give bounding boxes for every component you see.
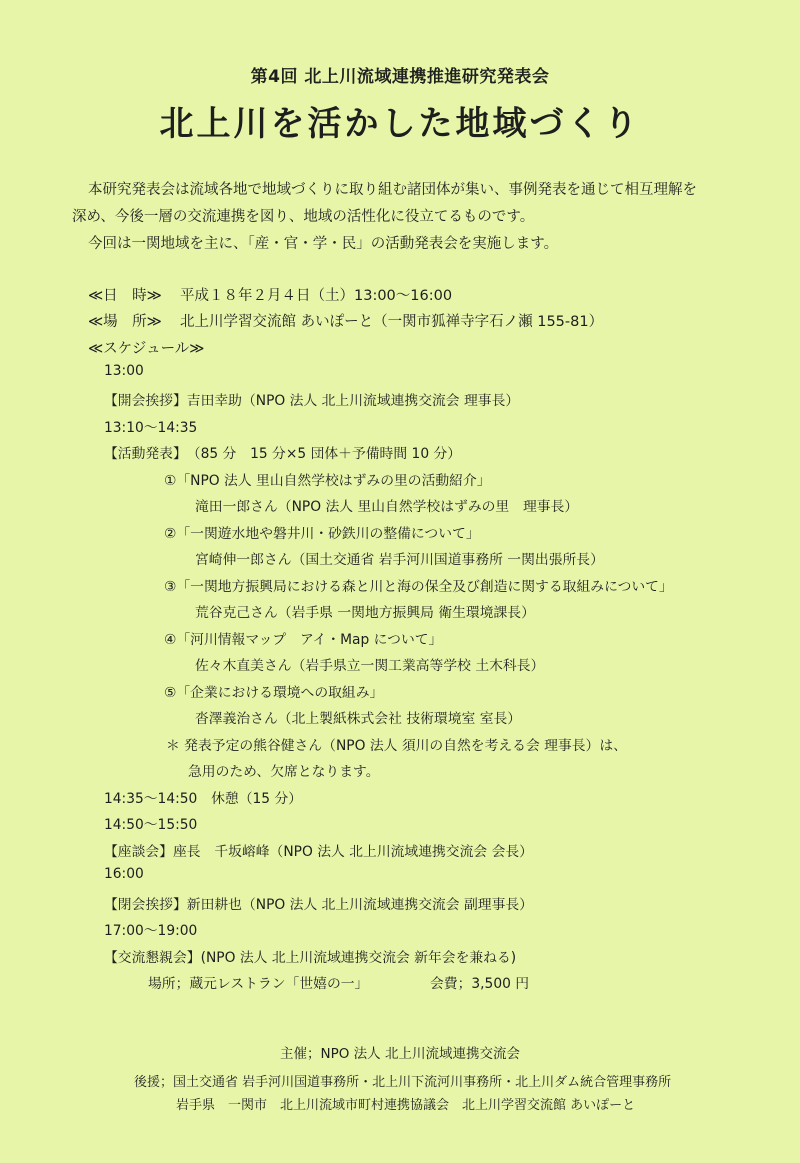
time-presentations: 13:10～14:35 xyxy=(104,420,198,436)
page-title: 北上川を活かした地域づくり xyxy=(159,104,641,144)
organizer: 主催；NPO 法人 北上川流域連携交流会 xyxy=(280,1046,520,1062)
presentation-speaker: 沓澤義治さん（北上製紙株式会社 技術環境室 室長） xyxy=(195,711,522,727)
time-panel: 14:50～15:50 xyxy=(104,817,198,833)
presentation-speaker: 宮崎伸一郎さん（国土交通省 岩手河川国道事務所 一関出張所長） xyxy=(195,552,604,568)
party-fee: 会費；3,500 円 xyxy=(430,976,530,992)
time-closing: 16:00 xyxy=(104,866,144,882)
activity-header: 【活動発表】 （85 分 15 分×5 団体＋予備時間 10 分） xyxy=(104,446,462,462)
place-label: ≪場 所≫ xyxy=(88,314,162,330)
presentation-speaker: 荒谷克己さん（岩手県 一関地方振興局 衛生環境課長） xyxy=(195,605,535,621)
presentation-title: ③「一関地方振興局における森と川と海の保全及び創造に関する取組みについて」 xyxy=(164,579,673,595)
presentation-title: ②「一関遊水地や磐井川・砂鉄川の整備について」 xyxy=(164,526,480,542)
networking-party: 【交流懇親会】(NPO 法人 北上川流域連携交流会 新年会を兼ねる) xyxy=(104,950,517,966)
absence-note-line-1: ＊ 発表予定の熊谷健さん（NPO 法人 須川の自然を考える会 理事長）は、 xyxy=(166,738,627,754)
event-subtitle: 第4回 北上川流域連携推進研究発表会 xyxy=(250,67,550,87)
break-time: 14:35～14:50 休憩（15 分） xyxy=(104,791,303,807)
opening-remarks: 【開会挨拶】吉田幸助（NPO 法人 北上川流域連携交流会 理事長） xyxy=(104,393,520,409)
place-value: 北上川学習交流館 あいぽーと（一関市狐禅寺字石ノ瀬 155-81） xyxy=(180,314,604,330)
closing-remarks: 【閉会挨拶】新田耕也（NPO 法人 北上川流域連携交流会 副理事長） xyxy=(104,897,533,913)
presentation-speaker: 佐々木直美さん（岩手県立一関工業高等学校 土木科長） xyxy=(195,658,545,674)
intro-line-1: 本研究発表会は流域各地で地域づくりに取り組む諸団体が集い、事例発表を通じて相互理解を xyxy=(88,182,697,198)
date-value: 平成１８年２月４日（土）13:00～16:00 xyxy=(180,288,453,304)
intro-line-2: 深め、今後一層の交流連携を図り、地域の活性化に役立てるものです。 xyxy=(72,209,535,225)
date-label: ≪日 時≫ xyxy=(88,288,162,304)
schedule-label: ≪スケジュール≫ xyxy=(88,341,205,357)
party-place: 場所；蔵元レストラン「世嬉の一」 xyxy=(148,976,369,992)
presentation-title: ④「河川情報マップ アイ・Map について」 xyxy=(164,632,443,648)
time-opening: 13:00 xyxy=(104,363,144,379)
presentation-title: ①「NPO 法人 里山自然学校はずみの里の活動紹介」 xyxy=(164,473,491,489)
panel-discussion: 【座談会】座長 千坂嵱峰（NPO 法人 北上川流域連携交流会 会長） xyxy=(104,844,533,860)
presentation-speaker: 滝田一郎さん（NPO 法人 里山自然学校はずみの里 理事長） xyxy=(195,499,579,515)
presentation-title: ⑤「企業における環境への取組み」 xyxy=(164,685,384,701)
supporters-line-2: 岩手県 一関市 北上川流域市町村連携協議会 北上川学習交流館 あいぽーと xyxy=(176,1098,636,1113)
intro-line-3: 今回は一関地域を主に、「産・官・学・民」の活動発表会を実施します。 xyxy=(88,236,559,252)
time-party: 17:00～19:00 xyxy=(104,923,198,939)
absence-note-line-2: 急用のため、欠席となります。 xyxy=(188,764,380,780)
supporters-line-1: 後援；国土交通省 岩手河川国道事務所・北上川下流河川事務所・北上川ダム統合管理事務所 xyxy=(134,1075,672,1090)
